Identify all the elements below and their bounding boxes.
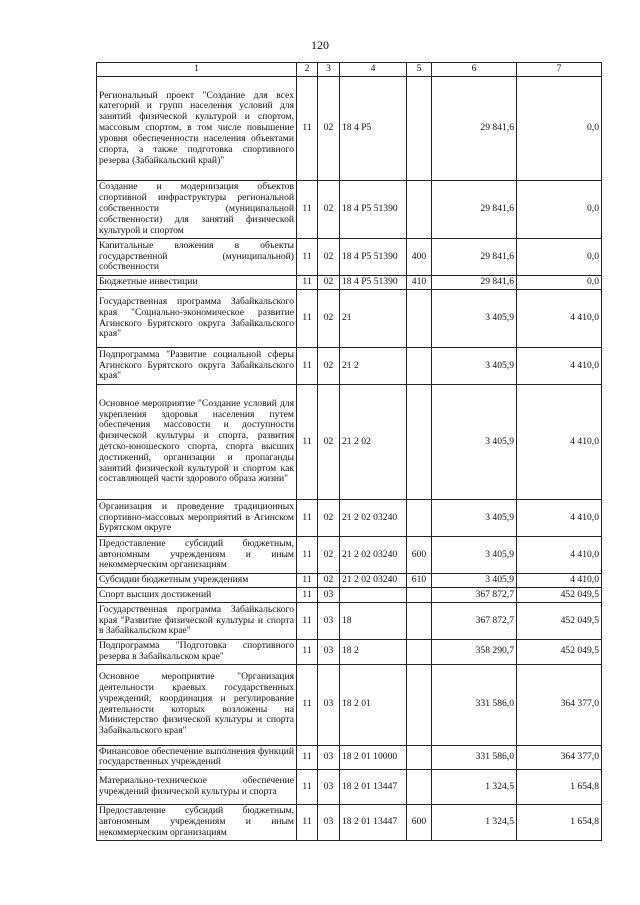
amount-year-2: 4 410,0 bbox=[517, 385, 602, 500]
subsection-code: 03 bbox=[318, 805, 340, 840]
expense-type-code bbox=[407, 77, 432, 181]
target-article-code: 21 2 02 03240 bbox=[340, 537, 407, 574]
amount-year-2: 364 377,0 bbox=[517, 745, 602, 770]
amount-year-1: 29 841,6 bbox=[432, 276, 517, 290]
amount-year-1: 29 841,6 bbox=[432, 181, 517, 239]
amount-year-2: 4 410,0 bbox=[517, 290, 602, 348]
target-article-code: 18 bbox=[340, 603, 407, 640]
table-row bbox=[97, 239, 602, 276]
amount-year-1: 3 405,9 bbox=[432, 537, 517, 574]
row-name: Бюджетные инвестиции bbox=[97, 276, 297, 290]
table-row bbox=[97, 574, 602, 588]
subsection-code: 03 bbox=[318, 770, 340, 805]
section-code: 11 bbox=[297, 664, 318, 745]
column-header: 4 bbox=[340, 63, 407, 77]
subsection-code: 02 bbox=[318, 574, 340, 588]
section-code: 11 bbox=[297, 603, 318, 640]
table-row bbox=[97, 664, 602, 745]
subsection-code: 03 bbox=[318, 588, 340, 603]
budget-table bbox=[96, 62, 602, 841]
amount-year-1: 3 405,9 bbox=[432, 290, 517, 348]
amount-year-2: 4 410,0 bbox=[517, 574, 602, 588]
section-code: 11 bbox=[297, 500, 318, 537]
amount-year-2: 4 410,0 bbox=[517, 500, 602, 537]
amount-year-1: 358 290,7 bbox=[432, 640, 517, 665]
target-article-code: 18 4 P5 51390 bbox=[340, 239, 407, 276]
amount-year-2: 1 654,8 bbox=[517, 805, 602, 840]
row-name: Финансовое обеспечение выполнения функций государственных учреждений bbox=[97, 745, 297, 770]
table-row bbox=[97, 588, 602, 603]
column-header: 1 bbox=[97, 63, 297, 77]
target-article-code: 18 2 01 13447 bbox=[340, 770, 407, 805]
column-header: 6 bbox=[432, 63, 517, 77]
table-row bbox=[97, 385, 602, 500]
row-name: Спорт высших достижений bbox=[97, 588, 297, 603]
target-article-code: 18 4 P5 51390 bbox=[340, 181, 407, 239]
target-article-code: 21 2 bbox=[340, 348, 407, 385]
target-article-code bbox=[340, 588, 407, 603]
table-row bbox=[97, 348, 602, 385]
row-name: Подпрограмма "Подготовка спортивного резерва в Забайкальском крае" bbox=[97, 640, 297, 665]
amount-year-2: 1 654,8 bbox=[517, 770, 602, 805]
subsection-code: 02 bbox=[318, 290, 340, 348]
target-article-code: 18 2 01 bbox=[340, 664, 407, 745]
amount-year-2: 452 049,5 bbox=[517, 603, 602, 640]
amount-year-2: 0,0 bbox=[517, 77, 602, 181]
section-code: 11 bbox=[297, 239, 318, 276]
amount-year-1: 1 324,5 bbox=[432, 805, 517, 840]
row-name: Капитальные вложения в объекты государственной (муниципальной) собственности bbox=[97, 239, 297, 276]
amount-year-1: 29 841,6 bbox=[432, 239, 517, 276]
expense-type-code: 400 bbox=[407, 239, 432, 276]
subsection-code: 03 bbox=[318, 745, 340, 770]
subsection-code: 03 bbox=[318, 640, 340, 665]
subsection-code: 03 bbox=[318, 664, 340, 745]
section-code: 11 bbox=[297, 805, 318, 840]
amount-year-1: 3 405,9 bbox=[432, 574, 517, 588]
row-name: Основное мероприятие "Создание условий для укрепления здоровья населения путем обеспечения массовости и доступности физической культуры и спорта, развития детско-юношеского спорта, спорта высших достижений, организации и пропаганды занятий физической культурой и спортом как составляющей части здорового образа жизни" bbox=[97, 385, 297, 500]
target-article-code: 18 2 bbox=[340, 640, 407, 665]
expense-type-code bbox=[407, 181, 432, 239]
subsection-code: 03 bbox=[318, 603, 340, 640]
amount-year-2: 4 410,0 bbox=[517, 348, 602, 385]
subsection-code: 02 bbox=[318, 276, 340, 290]
expense-type-code bbox=[407, 603, 432, 640]
section-code: 11 bbox=[297, 385, 318, 500]
row-name: Государственная программа Забайкальского края "Социально-экономическое развитие Агинского Бурятского округа Забайкальского края" bbox=[97, 290, 297, 348]
expense-type-code bbox=[407, 348, 432, 385]
row-name: Основное мероприятие "Организация деятельности краевых государственных учреждений, координация и регулирование деятельности которых возложены на Министерство физической культуры и спорта Забайкальского края" bbox=[97, 664, 297, 745]
target-article-code: 18 4 P5 51390 bbox=[340, 276, 407, 290]
expense-type-code: 600 bbox=[407, 805, 432, 840]
expense-type-code: 610 bbox=[407, 574, 432, 588]
table-row bbox=[97, 181, 602, 239]
section-code: 11 bbox=[297, 640, 318, 665]
page-number: 120 bbox=[311, 38, 329, 52]
target-article-code: 18 2 01 10000 bbox=[340, 745, 407, 770]
row-name: Региональный проект "Создание для всех категорий и групп населения условий для занятий физической культурой и спортом, массовым спортом, в том числе повышение уровня обеспеченности населения объектами спорта, а также подготовка спортивного резерва (Забайкальский край)" bbox=[97, 77, 297, 181]
target-article-code: 21 2 02 bbox=[340, 385, 407, 500]
row-name: Создание и модернизация объектов спортивной инфраструктуры региональной собственности (муниципальной собственности) для занятий физической культурой и спортом bbox=[97, 181, 297, 239]
target-article-code: 21 2 02 03240 bbox=[340, 500, 407, 537]
column-header: 5 bbox=[407, 63, 432, 77]
amount-year-1: 3 405,9 bbox=[432, 385, 517, 500]
expense-type-code bbox=[407, 290, 432, 348]
expense-type-code bbox=[407, 745, 432, 770]
amount-year-1: 367 872,7 bbox=[432, 588, 517, 603]
target-article-code: 18 4 P5 bbox=[340, 77, 407, 181]
subsection-code: 02 bbox=[318, 239, 340, 276]
expense-type-code: 410 bbox=[407, 276, 432, 290]
section-code: 11 bbox=[297, 348, 318, 385]
column-header: 7 bbox=[517, 63, 602, 77]
amount-year-2: 4 410,0 bbox=[517, 537, 602, 574]
amount-year-2: 452 049,5 bbox=[517, 640, 602, 665]
table-row bbox=[97, 290, 602, 348]
row-name: Подпрограмма "Развитие социальной сферы Агинского Бурятского округа Забайкальского края" bbox=[97, 348, 297, 385]
table-body bbox=[97, 63, 602, 841]
table-row bbox=[97, 770, 602, 805]
table-row bbox=[97, 276, 602, 290]
table-row bbox=[97, 805, 602, 840]
amount-year-1: 367 872,7 bbox=[432, 603, 517, 640]
row-name: Государственная программа Забайкальского края "Развитие физической культуры и спорта в Забайкальском крае" bbox=[97, 603, 297, 640]
section-code: 11 bbox=[297, 574, 318, 588]
amount-year-1: 331 586,0 bbox=[432, 664, 517, 745]
section-code: 11 bbox=[297, 290, 318, 348]
expense-type-code bbox=[407, 500, 432, 537]
row-name: Материально-техническое обеспечение учреждений физической культуры и спорта bbox=[97, 770, 297, 805]
table-row bbox=[97, 77, 602, 181]
table-row bbox=[97, 745, 602, 770]
section-code: 11 bbox=[297, 770, 318, 805]
amount-year-2: 0,0 bbox=[517, 239, 602, 276]
amount-year-2: 0,0 bbox=[517, 276, 602, 290]
target-article-code: 18 2 01 13447 bbox=[340, 805, 407, 840]
subsection-code: 02 bbox=[318, 181, 340, 239]
expense-type-code bbox=[407, 640, 432, 665]
section-code: 11 bbox=[297, 588, 318, 603]
column-header: 2 bbox=[297, 63, 318, 77]
amount-year-1: 331 586,0 bbox=[432, 745, 517, 770]
expense-type-code bbox=[407, 664, 432, 745]
column-header: 3 bbox=[318, 63, 340, 77]
expense-type-code bbox=[407, 588, 432, 603]
subsection-code: 02 bbox=[318, 385, 340, 500]
row-name: Субсидии бюджетным учреждениям bbox=[97, 574, 297, 588]
subsection-code: 02 bbox=[318, 348, 340, 385]
row-name: Предоставление субсидий бюджетным, автономным учреждениям и иным некоммерческим организациям bbox=[97, 805, 297, 840]
amount-year-1: 3 405,9 bbox=[432, 348, 517, 385]
table-row bbox=[97, 603, 602, 640]
amount-year-1: 3 405,9 bbox=[432, 500, 517, 537]
section-code: 11 bbox=[297, 537, 318, 574]
section-code: 11 bbox=[297, 745, 318, 770]
subsection-code: 02 bbox=[318, 77, 340, 181]
table-header-row bbox=[97, 63, 602, 77]
subsection-code: 02 bbox=[318, 500, 340, 537]
table-row bbox=[97, 537, 602, 574]
section-code: 11 bbox=[297, 276, 318, 290]
amount-year-2: 0,0 bbox=[517, 181, 602, 239]
target-article-code: 21 2 02 03240 bbox=[340, 574, 407, 588]
row-name: Организация и проведение традиционных спортивно-массовых мероприятий в Агинском Бурятском округе bbox=[97, 500, 297, 537]
amount-year-1: 29 841,6 bbox=[432, 77, 517, 181]
expense-type-code bbox=[407, 770, 432, 805]
amount-year-2: 452 049,5 bbox=[517, 588, 602, 603]
table-row bbox=[97, 640, 602, 665]
expense-type-code bbox=[407, 385, 432, 500]
target-article-code: 21 bbox=[340, 290, 407, 348]
row-name: Предоставление субсидий бюджетным, автономным учреждениям и иным некоммерческим организациям bbox=[97, 537, 297, 574]
section-code: 11 bbox=[297, 77, 318, 181]
section-code: 11 bbox=[297, 181, 318, 239]
subsection-code: 02 bbox=[318, 537, 340, 574]
expense-type-code: 600 bbox=[407, 537, 432, 574]
amount-year-1: 1 324,5 bbox=[432, 770, 517, 805]
table-row bbox=[97, 500, 602, 537]
amount-year-2: 364 377,0 bbox=[517, 664, 602, 745]
